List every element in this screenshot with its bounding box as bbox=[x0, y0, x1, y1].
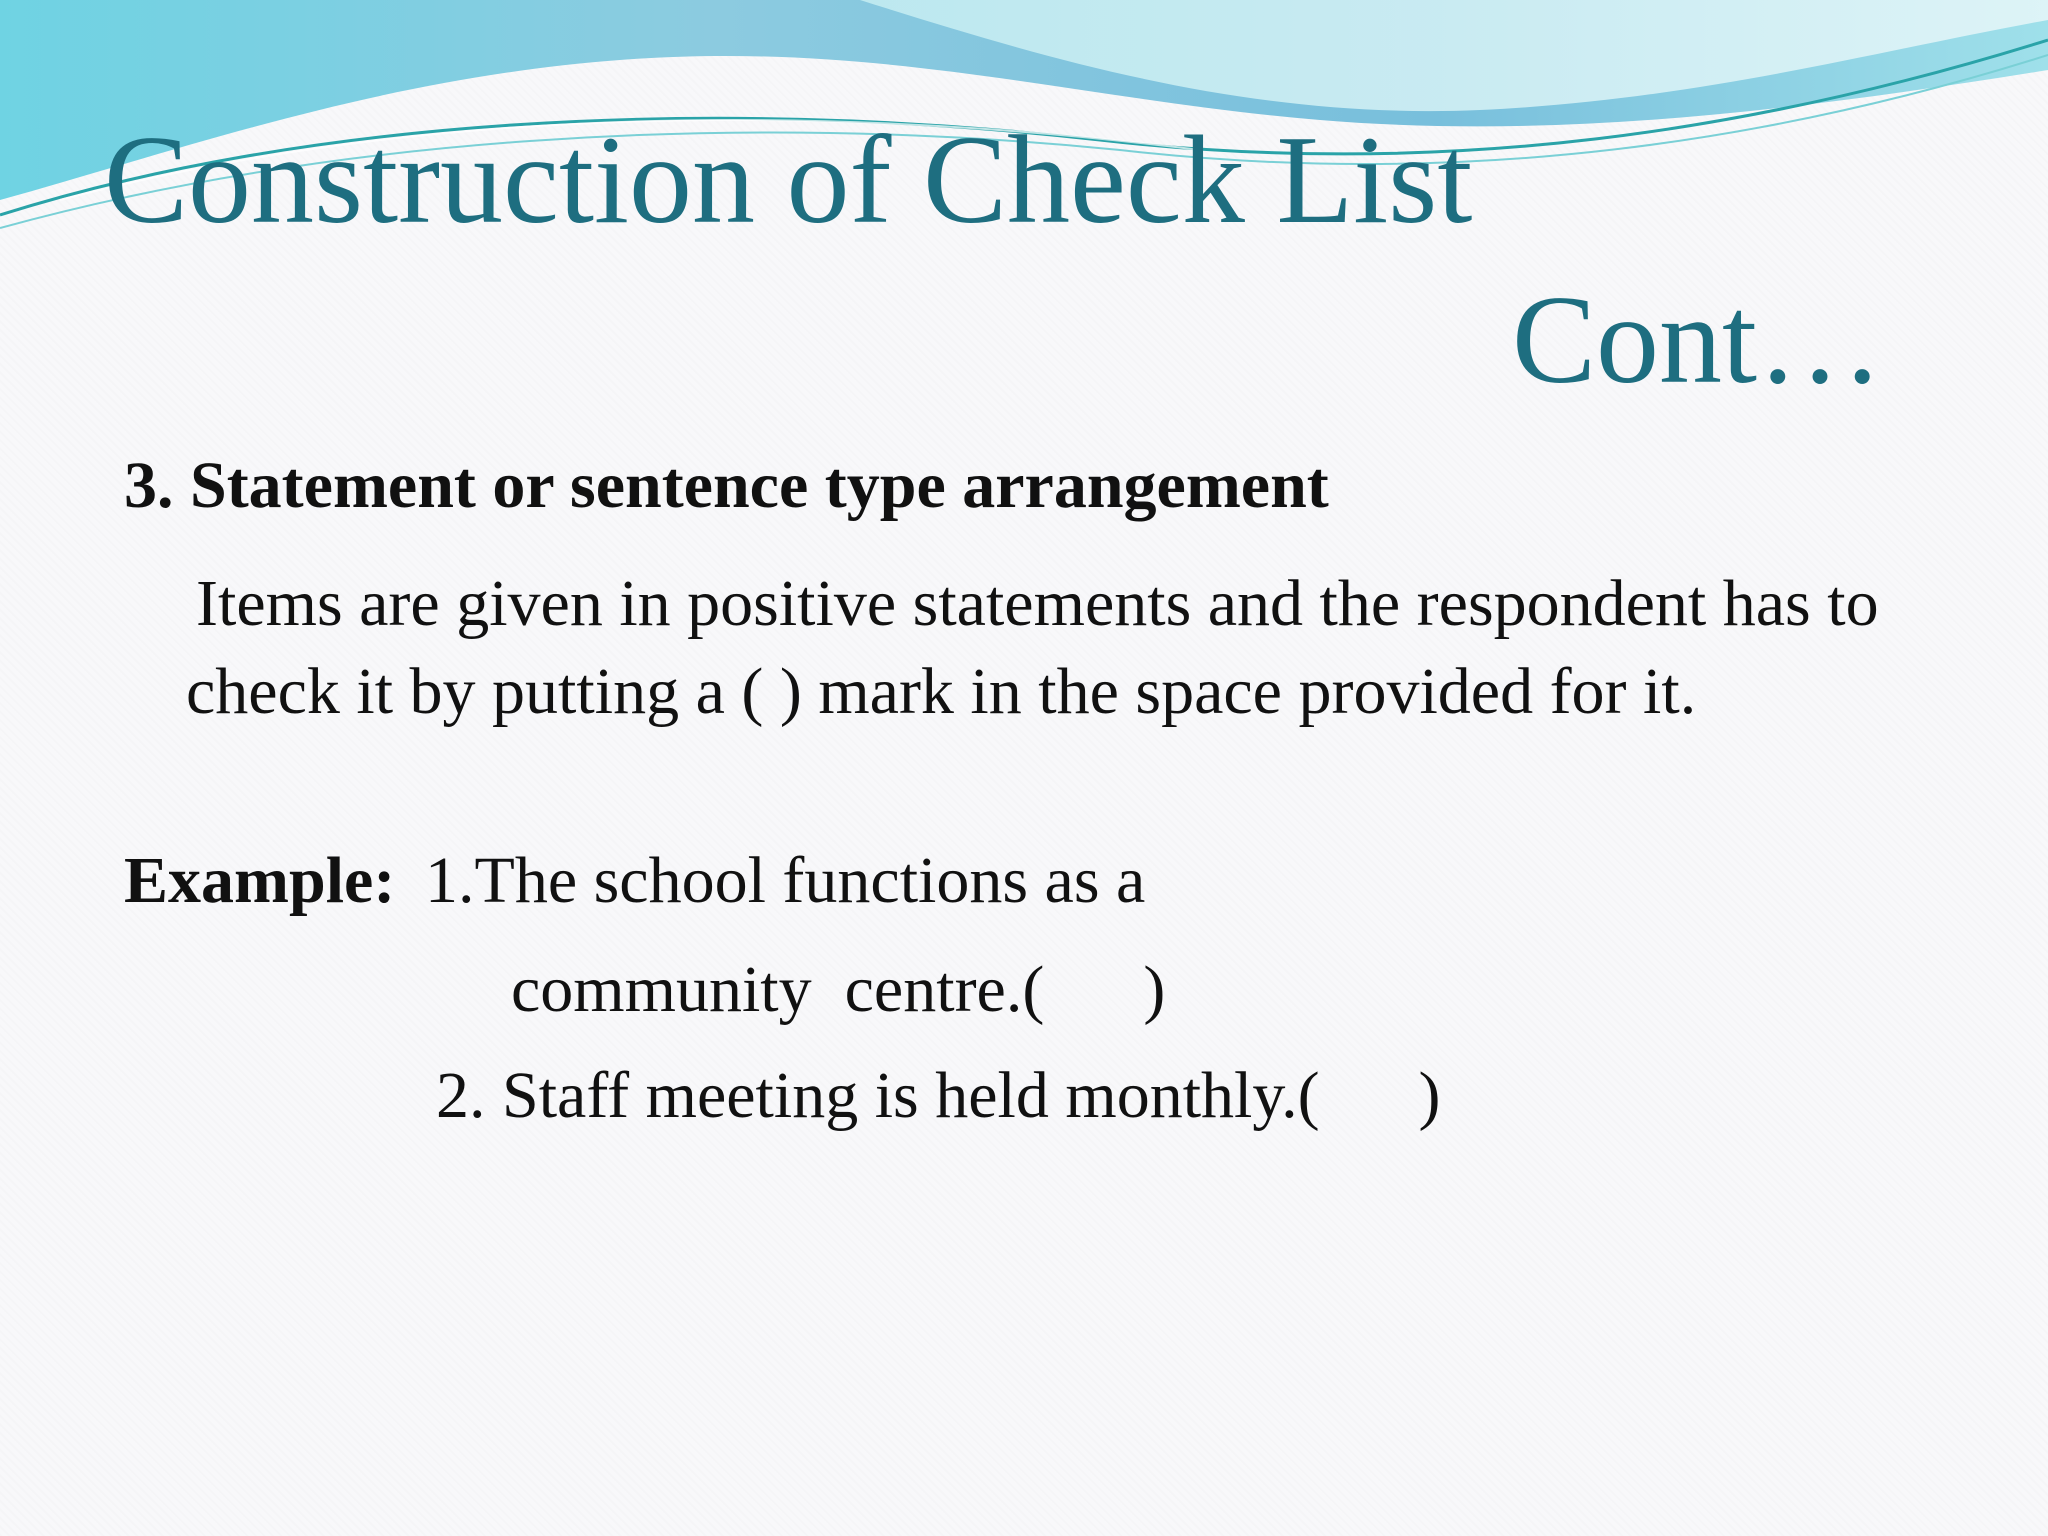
example-item-1-line-2: community centre.( ) bbox=[511, 953, 1166, 1026]
example-item-2: 2. Staff meeting is held monthly.( ) bbox=[436, 1059, 1441, 1132]
example-label: Example: bbox=[124, 844, 396, 917]
description-text: Items are given in positive statements and the respondent has to check it by putting a ( ) mark in the space provided for it. bbox=[186, 567, 1879, 728]
slide-title-continued: Cont… bbox=[1512, 271, 1884, 410]
slide-title: Construction of Check List bbox=[104, 111, 1473, 250]
description-paragraph bbox=[186, 560, 1946, 736]
section-heading: 3. Statement or sentence type arrangement bbox=[124, 449, 1329, 522]
example-item-1-line-1: 1.The school functions as a bbox=[425, 844, 1146, 917]
